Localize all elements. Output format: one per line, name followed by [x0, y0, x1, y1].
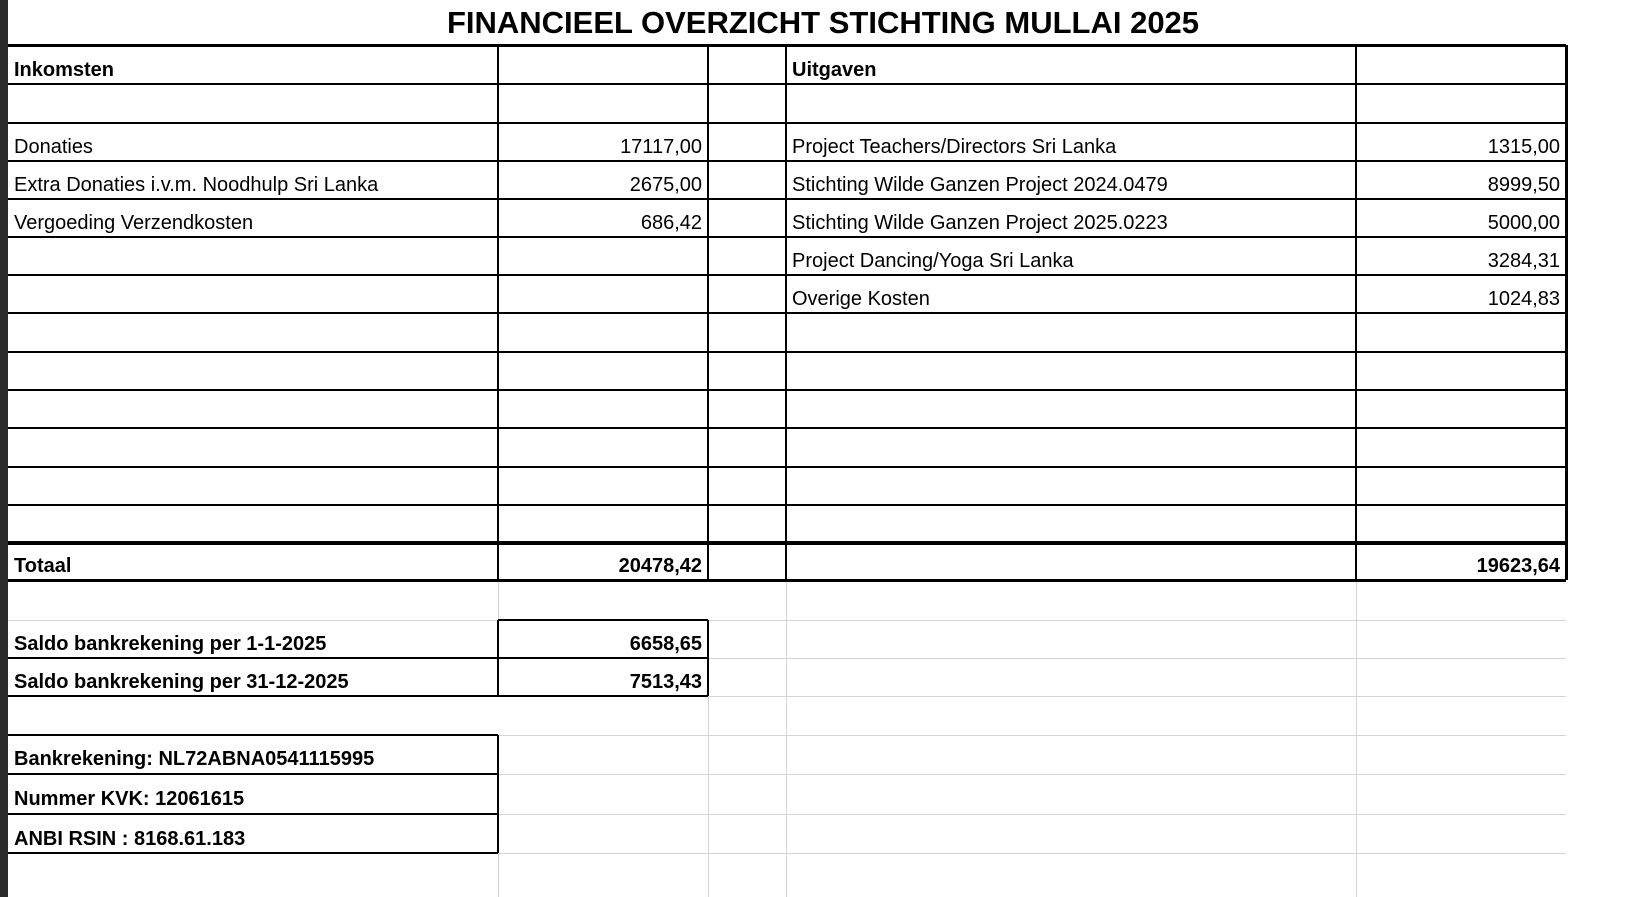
expense-amount-5: 1024,83: [1487, 288, 1560, 310]
expense-label-2: Stichting Wilde Ganzen Project 2024.0479: [792, 174, 1168, 196]
grid-line: [498, 814, 708, 815]
grid-line: [708, 774, 1566, 775]
page-title: FINANCIEEL OVERZICHT STICHTING MULLAI 2025: [446, 5, 1200, 40]
grid-line: [8, 389, 1566, 391]
anbi-rsin-info: ANBI RSIN : 8168.61.183: [14, 828, 246, 850]
income-label-3: Vergoeding Verzendkosten: [14, 212, 254, 234]
grid-line: [708, 696, 709, 897]
grid-line: [498, 853, 499, 897]
income-amount-1: 17117,00: [620, 136, 702, 158]
left-border: [0, 0, 8, 897]
total-label: Totaal: [14, 555, 72, 577]
grid-line: [8, 504, 1566, 506]
grid-line: [786, 582, 787, 897]
grid-line: [8, 466, 1566, 468]
expense-label-3: Stichting Wilde Ganzen Project 2025.0223: [792, 212, 1168, 234]
income-header: Inkomsten: [14, 59, 115, 81]
expense-amount-4: 3284,31: [1487, 250, 1560, 272]
grid-line: [1356, 582, 1357, 897]
balance-start-label: Saldo bankrekening per 1-1-2025: [14, 633, 327, 655]
grid-line: [498, 774, 708, 775]
income-total: 20478,42: [618, 555, 702, 577]
income-label-1: Donaties: [14, 136, 93, 158]
income-label-2: Extra Donaties i.v.m. Noodhulp Sri Lanka: [14, 174, 379, 196]
grid-line: [708, 814, 1566, 815]
balance-start-amount: 6658,65: [629, 633, 702, 655]
balance-end-amount: 7513,43: [629, 671, 702, 693]
expense-header: Uitgaven: [792, 59, 877, 81]
expense-label-5: Overige Kosten: [792, 288, 930, 310]
expense-amount-1: 1315,00: [1487, 136, 1560, 158]
grid-line: [8, 427, 1566, 429]
expense-label-1: Project Teachers/Directors Sri Lanka: [792, 136, 1117, 158]
expense-total: 19623,64: [1476, 555, 1560, 577]
expense-amount-2: 8999,50: [1487, 174, 1560, 196]
balance-end-label: Saldo bankrekening per 31-12-2025: [14, 671, 349, 693]
bank-account-info: Bankrekening: NL72ABNA0541115995: [14, 748, 375, 770]
expense-amount-3: 5000,00: [1487, 212, 1560, 234]
grid-line: [708, 620, 1566, 621]
grid-line: [498, 735, 708, 736]
grid-line: [708, 696, 1566, 697]
grid-line: [708, 853, 1566, 854]
grid-line: [498, 853, 708, 854]
grid-line: [498, 582, 499, 620]
income-amount-3: 686,42: [640, 212, 702, 234]
grid-line: [708, 658, 1566, 659]
grid-line: [708, 735, 1566, 736]
income-amount-2: 2675,00: [629, 174, 702, 196]
kvk-number-info: Nummer KVK: 12061615: [14, 788, 245, 810]
expense-label-4: Project Dancing/Yoga Sri Lanka: [792, 250, 1074, 272]
grid-line: [8, 351, 1566, 353]
